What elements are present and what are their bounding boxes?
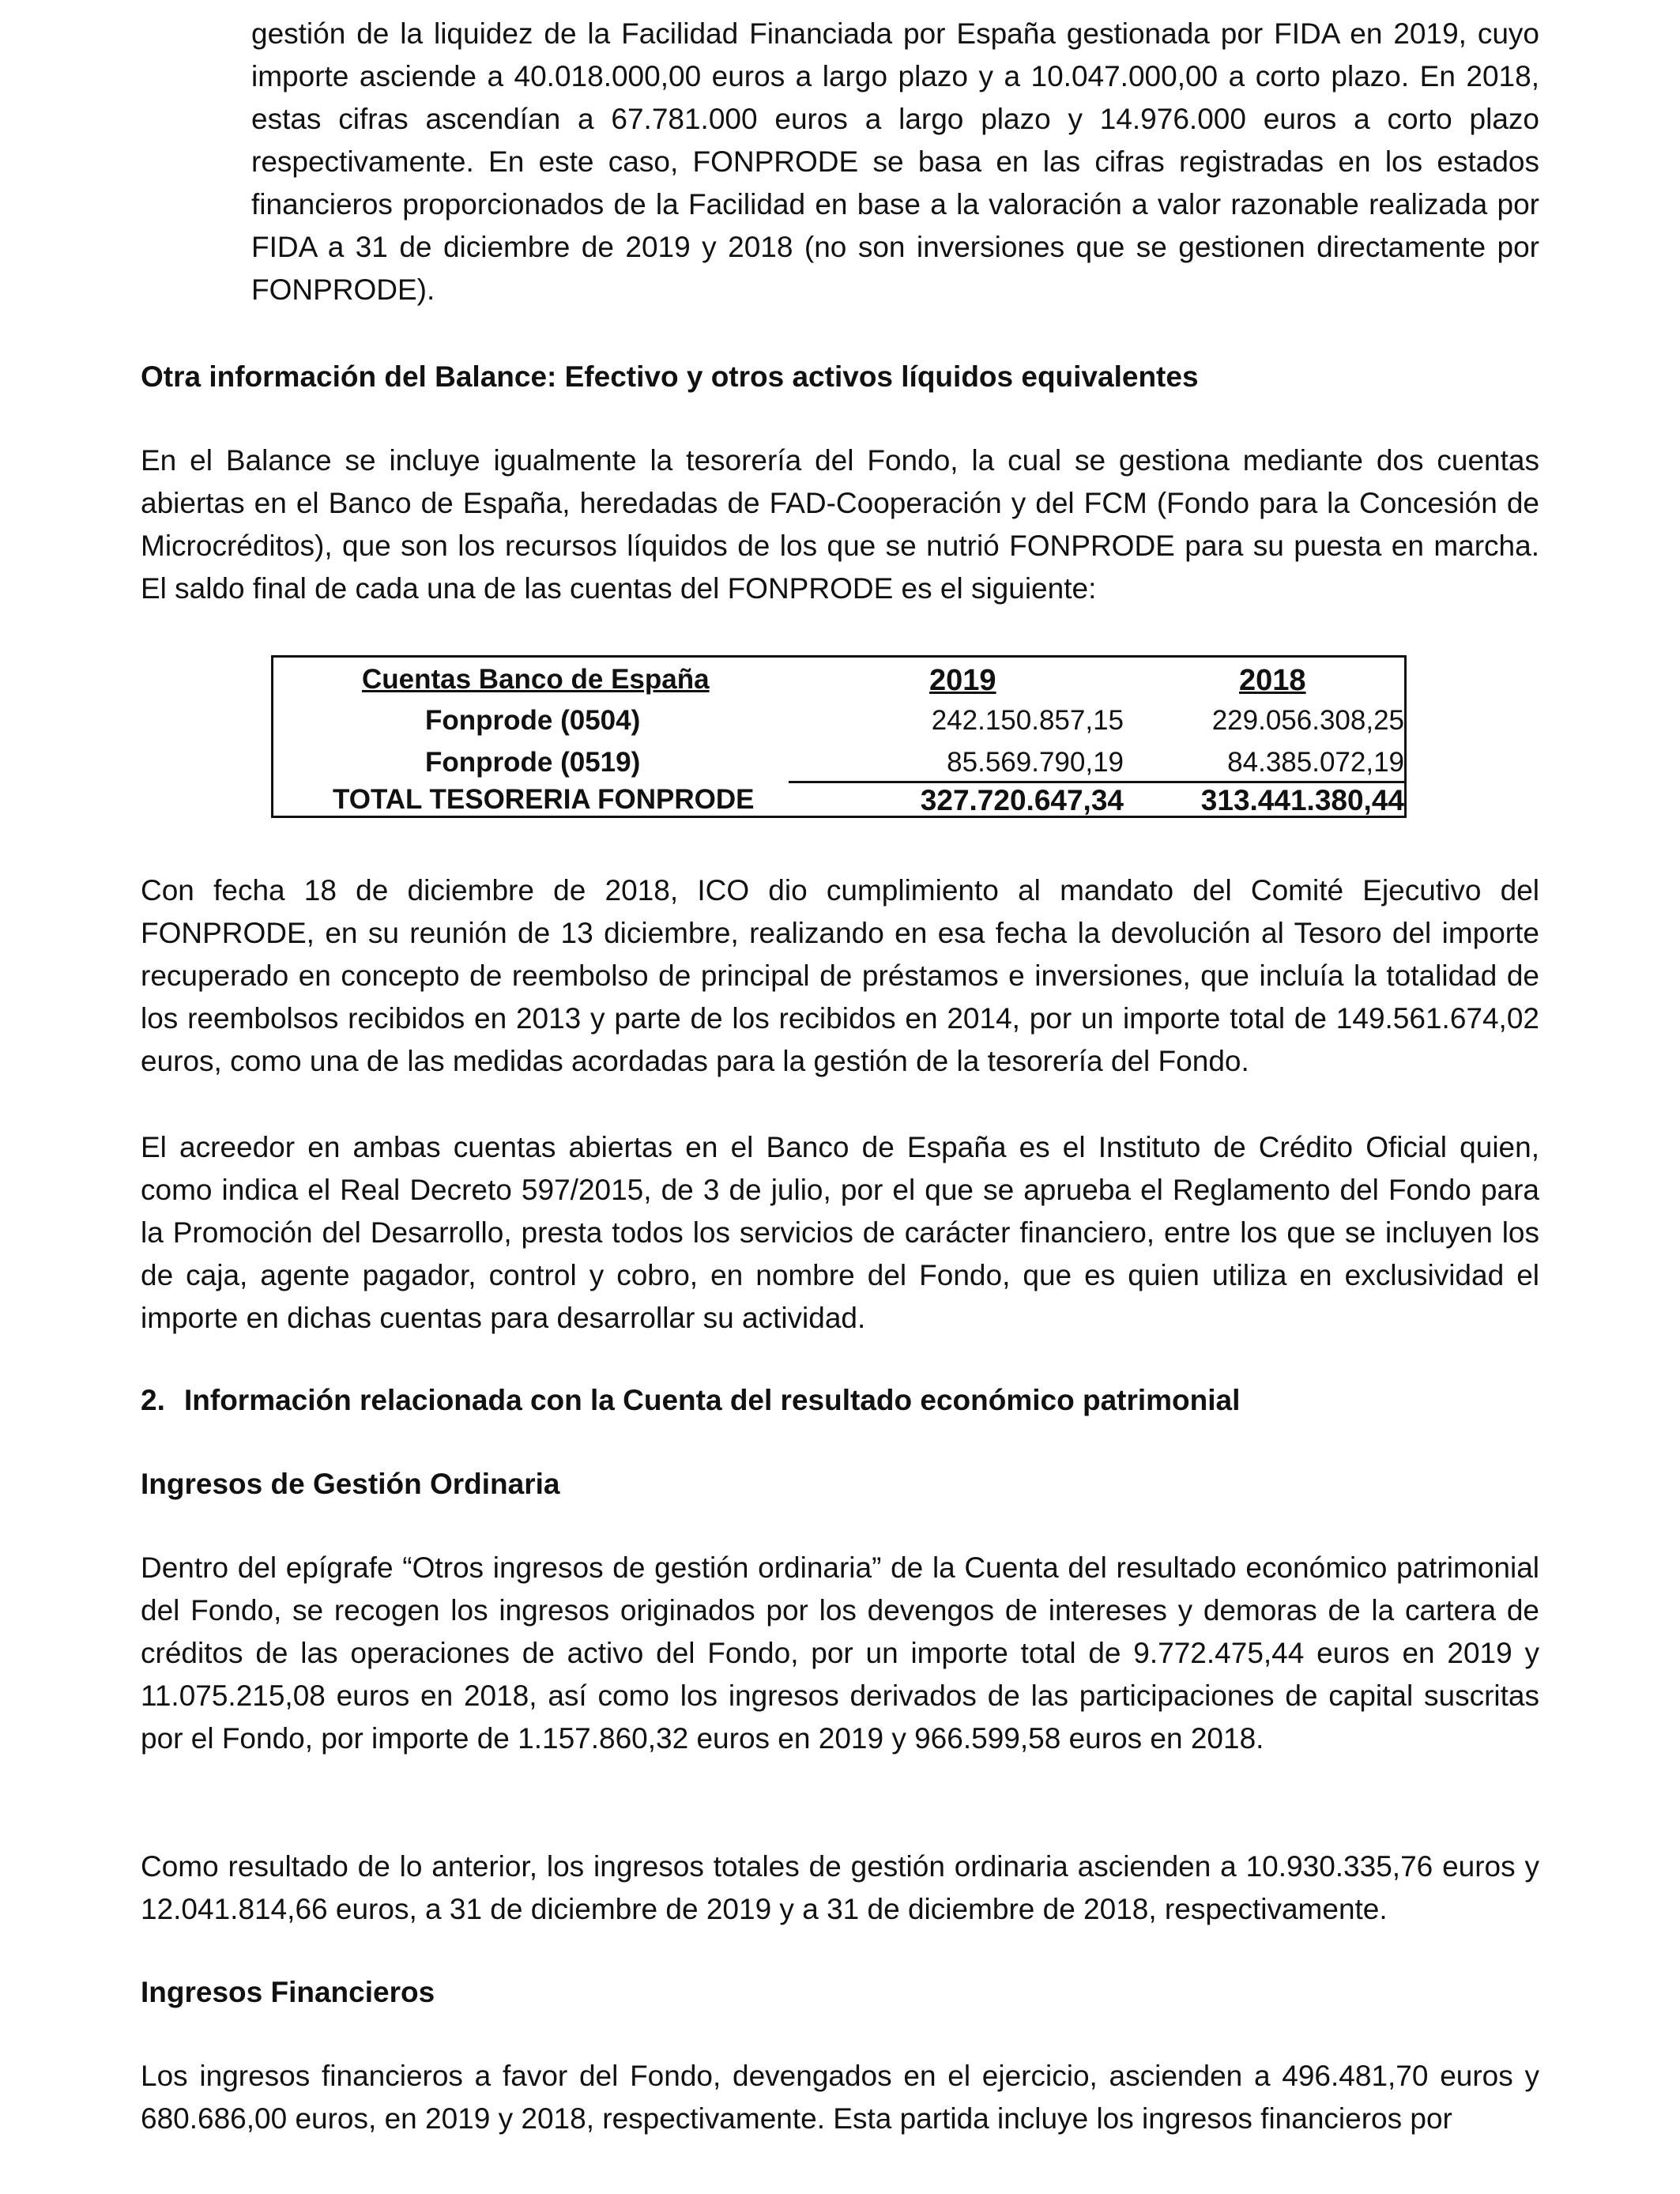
table-cell-2019: 242.150.857,15 <box>931 705 1124 736</box>
table-header-label: Cuentas Banco de España <box>362 664 710 695</box>
table-row-label: Fonprode (0504) <box>425 705 641 736</box>
table-row-label: Fonprode (0519) <box>425 747 641 778</box>
paragraph-ingresos-financieros: Los ingresos financieros a favor del Fondo, devengados en el ejercicio, ascienden a 496.481,70 euros y 680.686,00 euros, en 2019 y 2018, respectivamente. Esta partida incluye los ingresos financieros por <box>141 2060 1539 2135</box>
heading-section-2 <box>141 1379 1539 1422</box>
paragraph-ico-devolucion: Con fecha 18 de diciembre de 2018, ICO dio cumplimiento al mandato del Comité Ejecutivo del FONPRODE, en su reunión de 13 diciembre, realizando en esa fecha la devolución al Tesoro del importe recuperado en concepto de reembolso de principal de préstamos e inversiones, que incluía la totalidad de los reembolsos recibidos en 2013 y parte de los recibidos en 2014, por un importe total de 149.561.674,02 euros, como una de las medidas acordadas para la gestión de la tesorería del Fondo. <box>141 874 1539 1077</box>
table-total-2018: 313.441.380,44 <box>1200 784 1404 816</box>
heading-ingresos-financieros: Ingresos Financieros <box>141 1976 435 2008</box>
paragraph-ingresos-totales: Como resultado de lo anterior, los ingresos totales de gestión ordinaria ascienden a 10.930.335,76 euros y 12.041.814,66 euros, a 31 de diciembre de 2019 y a 31 de diciembre de 2018, respectivamente. <box>141 1850 1539 1925</box>
paragraph-fida-liquidity: gestión de la liquidez de la Facilidad Financiada por España gestionada por FIDA en 2019, cuyo importe asciende a 40.018.000,00 euros a largo plazo y a 10.047.000,00 a corto plazo. En 2018, estas cifras ascendían a 67.781.000 euros a largo plazo y 14.976.000 euros a corto plazo respectivamente. En este caso, FONPRODE se basa en las cifras registradas en los estados financieros proporcionados de la Facilidad en base a la valoración a valor razonable realizada por FIDA a 31 de diciembre de 2019 y 2018 (no son inversiones que se gestionen directamente por FONPRODE). <box>251 17 1539 306</box>
section-title: Información relacionada con la Cuenta del resultado económico patrimonial <box>184 1384 1241 1416</box>
table-total-2019: 327.720.647,34 <box>920 784 1124 816</box>
table-cell-2019: 85.569.790,19 <box>947 747 1124 778</box>
table-header-2019: 2019 <box>929 664 996 697</box>
section-number: 2. <box>141 1384 165 1416</box>
table-cell-2018: 229.056.308,25 <box>1211 705 1404 736</box>
paragraph-acreedor: El acreedor en ambas cuentas abiertas en el Banco de España es el Instituto de Crédito Oficial quien, como indica el Real Decreto 597/2015, de 3 de julio, por el que se aprueba el Reglamento del Fondo para la Promoción del Desarrollo, presta todos los servicios de carácter financiero, entre los que se incluyen los de caja, agente pagador, control y cobro, en nombre del Fondo, que es quien utiliza en exclusividad el importe en dichas cuentas para desarrollar su actividad. <box>141 1131 1539 1334</box>
heading-otra-informacion: Otra información del Balance: Efectivo y otros activos líquidos equivalentes <box>141 360 1199 393</box>
table-total-label: TOTAL TESORERIA FONPRODE <box>333 784 755 815</box>
paragraph-otros-ingresos: Dentro del epígrafe “Otros ingresos de gestión ordinaria” de la Cuenta del resultado económico patrimonial del Fondo, se recogen los ingresos originados por los devengos de intereses y demoras de la cartera de créditos de las operaciones de activo del Fondo, por un importe total de 9.772.475,44 euros en 2019 y 11.075.215,08 euros en 2018, así como los ingresos derivados de las participaciones de capital suscritas por el Fondo, por importe de 1.157.860,32 euros en 2019 y 966.599,58 euros en 2018. <box>141 1551 1539 1755</box>
tesoreria-table <box>271 655 1407 818</box>
table-header-2018: 2018 <box>1239 664 1306 697</box>
table-total-divider <box>789 781 1404 783</box>
table-cell-2018: 84.385.072,19 <box>1227 747 1404 778</box>
heading-ingresos-gestion: Ingresos de Gestión Ordinaria <box>141 1468 560 1500</box>
paragraph-balance-tesoreria: En el Balance se incluye igualmente la tesorería del Fondo, la cual se gestiona mediante dos cuentas abiertas en el Banco de España, heredadas de FAD-Cooperación y del FCM (Fondo para la Concesión de Microcréditos), que son los recursos líquidos de los que se nutrió FONPRODE para su puesta en marcha. El saldo final de cada una de las cuentas del FONPRODE es el siguiente: <box>141 444 1539 605</box>
